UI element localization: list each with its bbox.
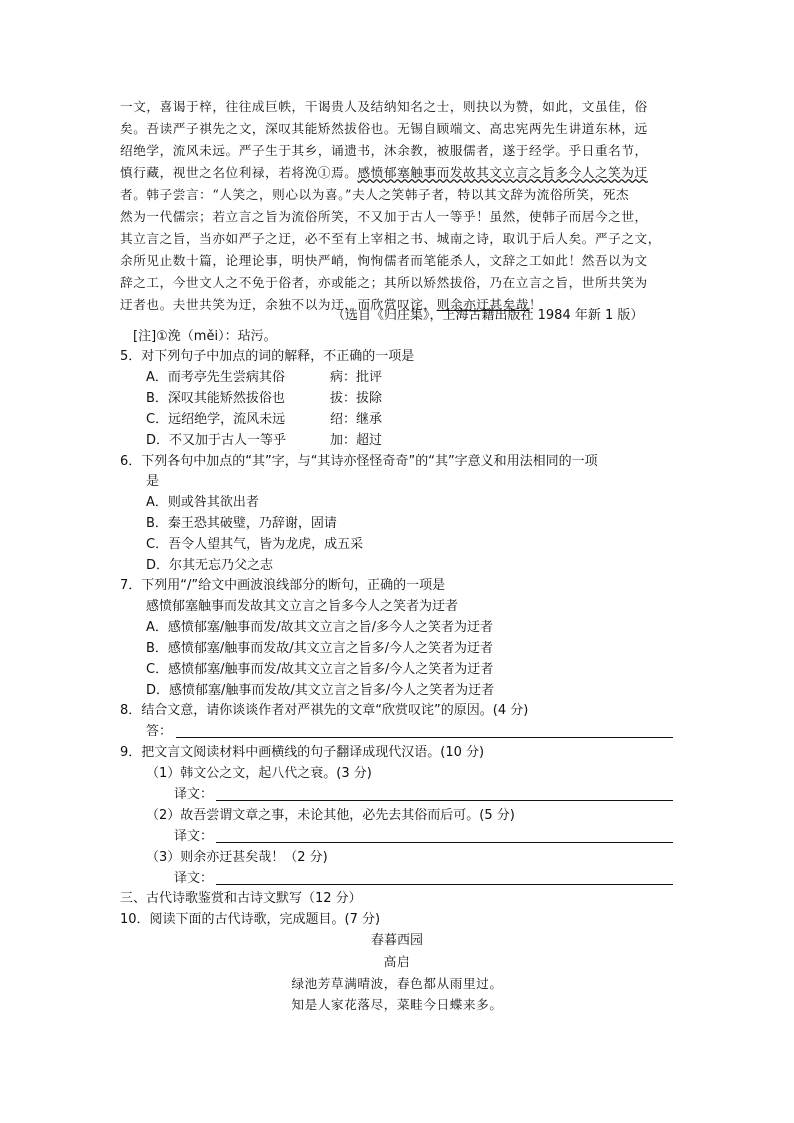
passage-line: 其立言之旨，当亦如严子之迂，必不至有上宰相之书、城南之诗，取讥于后人矣。严子之文， (120, 231, 661, 246)
q5-gloss-d: 加：超过 (330, 433, 383, 448)
passage-line: 辞之工，今世文人之不免于俗者，亦或能之；其所以矫然拔俗，乃在立言之旨，世所共笑为 (120, 275, 648, 290)
q9-item-2: （2）故吾尝谓文章之事，未论其他，必先去其俗而后可。(5 分) (146, 808, 515, 823)
translation-label: 译文： (174, 829, 214, 844)
q7-stem: 7．下列用“/”给文中画波浪线部分的断句，正确的一项是 (120, 578, 446, 593)
translation-line[interactable] (216, 884, 673, 885)
q5-option-a: A．而考亭先生尝病其俗 (146, 370, 285, 385)
section-heading: 三、古代诗歌鉴赏和古诗文默写（12 分） (120, 891, 362, 906)
passage-line: 然为一代儒宗；若立言之旨为流俗所笑，不又加于古人一等乎！虽然，使韩子而居今之世， (120, 209, 648, 224)
q7-option-c: C．感愤郁塞/触事而发/故其文立言之旨多/今人之笑者为迂者 (146, 662, 494, 677)
q5-gloss-b: 拔：拔除 (330, 391, 383, 406)
passage-text: ！ (529, 297, 543, 312)
q8-answer-label: 答： (146, 724, 173, 739)
q6-option-a: A．则或咎其欲出者 (146, 495, 259, 510)
q5-gloss-c: 绍：继承 (330, 412, 383, 427)
passage-line: 绍绝学，流风未远。严子生于其乡，诵遗书，沐余教，被服儒者，遂于经学。乎日重名节， (120, 143, 648, 158)
q9-item-3: （3）则余亦迂甚矣哉！（2 分) (146, 850, 328, 865)
q5-option-d: D．不又加于古人一等乎 (146, 433, 287, 448)
passage-line: 矣。吾读严子祺先之文，深叹其能矫然拔俗也。无锡自顾端文、高忠宪两先生讲道东林，远 (120, 121, 648, 136)
passage-line: 者。韩子尝言：“人笑之，则心以为喜。”夫人之笑韩子者，特以其文辞为流俗所笑，死杰 (120, 187, 630, 202)
q5-stem: 5．对下列句子中加点的词的解释，不正确的一项是 (120, 349, 415, 364)
q8-stem: 8．结合文意，请你谈谈作者对严祺先的文章“欣赏叹诧”的原因。(4 分) (120, 703, 529, 718)
q9-stem: 9．把文言文阅读材料中画横线的句子翻译成现代汉语。(10 分) (120, 745, 485, 760)
q7-sentence: 感愤郁塞触事而发故其文立言之旨多今人之笑者为迂者 (146, 599, 459, 614)
q6-option-c: C．吾令人望其气，皆为龙虎，成五采 (146, 537, 364, 552)
poem-title: 春暮西园 (370, 933, 423, 948)
q5-gloss-a: 病：批评 (330, 370, 383, 385)
q6-option-b: B．秦王恐其破璧，乃辞谢，固请 (146, 516, 337, 531)
q6-stem: 6．下列各句中加点的“其”字，与“其诗亦怪怪奇奇”的“其”字意义和用法相同的一项 (120, 454, 598, 469)
underlined-sentence: 则余亦迂甚矣哉 (436, 297, 530, 312)
passage-text: 迂者也。夫世共笑为迂，余独不以为迂，而欣赏叹诧， (120, 297, 437, 312)
q10-stem: 10．阅读下面的古代诗歌，完成题目。(7 分) (120, 912, 381, 927)
q9-item-1: （1）韩文公之文，起八代之衰。(3 分) (146, 766, 372, 781)
q6-stem-cont: 是 (146, 474, 160, 489)
footnote: [注]①浼（měi）：玷污。 (133, 329, 277, 344)
q5-option-c: C．远绍绝学，流风未远 (146, 412, 286, 427)
q5-option-b: B．深叹其能矫然拔俗也 (146, 391, 285, 406)
q7-option-d: D．感愤郁塞/触事而发故/其文立言之旨多/今人之笑者为迂者 (146, 683, 495, 698)
translation-label: 译文： (174, 871, 214, 886)
passage-text: 慎行藏，视世之名位利禄，若将浼①焉。 (120, 165, 358, 180)
translation-label: 译文： (174, 787, 214, 802)
translation-line[interactable] (216, 800, 673, 801)
passage-line (120, 163, 648, 183)
passage-line: 余所见止数十篇，论理论事，明快严峭，恂恂儒者而笔能杀人，文辞之工如此！然吾以为文 (120, 253, 648, 268)
source-citation: （选自《归庄集》，上海古籍出版社 1984 年新 1 版） (332, 308, 644, 323)
passage-line: 一文，喜谒于梓，往往成巨帙，干谒贵人及结纳知名之士，则抉以为赞，如此，文虽佳，俗 (120, 99, 648, 114)
poem-author: 高启 (383, 954, 411, 969)
wavy-underlined-sentence: 感愤郁塞触事而发故其文立言之旨多今人之笑为迂 (357, 165, 648, 180)
answer-line[interactable] (176, 737, 673, 738)
q7-option-a: A．感愤郁塞/触事而发/故其文立言之旨/多今人之笑者为迂者 (146, 620, 494, 635)
q6-option-d: D．尔其无忘乃父之志 (146, 558, 274, 573)
translation-line[interactable] (216, 842, 673, 843)
q7-option-b: B．感愤郁塞/触事而发故/其文立言之旨多/今人之笑者为迂者 (146, 641, 494, 656)
poem-line-1: 绿池芳草满晴波，春色都从雨里过。 (291, 976, 503, 991)
poem-line-2: 知是人家花落尽，菜畦今日蝶来多。 (291, 997, 503, 1012)
